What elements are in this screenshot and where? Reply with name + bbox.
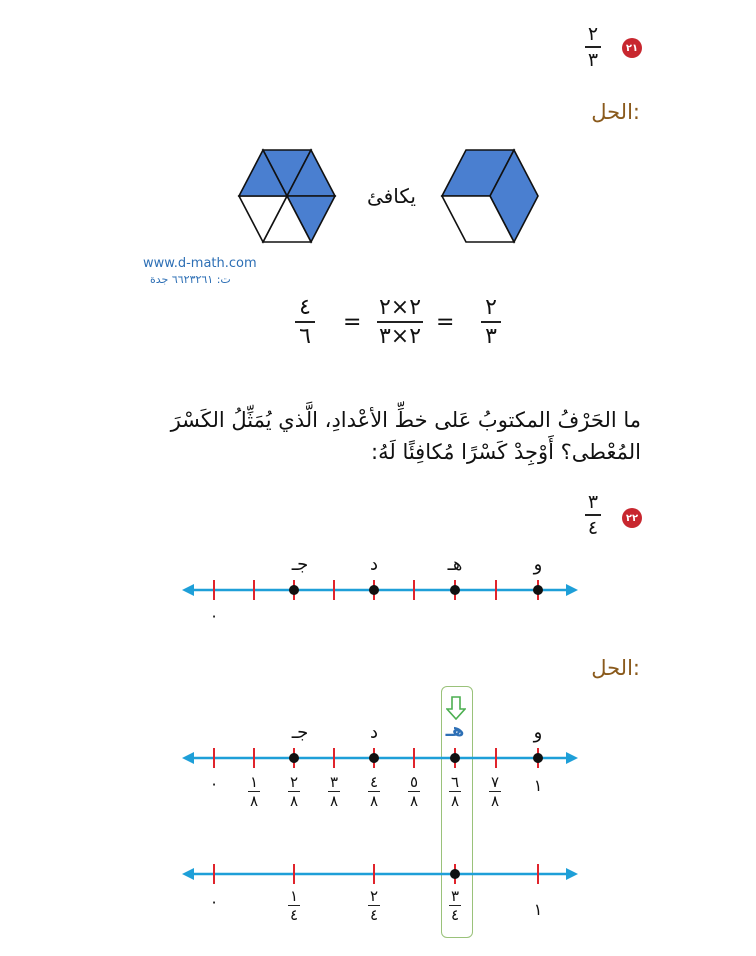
denominator: ٨	[369, 792, 379, 811]
problem-21-number-badge: ٢١	[622, 38, 642, 58]
numerator: ٥	[409, 773, 419, 791]
equals-sign-1: =	[343, 310, 362, 335]
tick-label-2-4	[361, 888, 387, 923]
equation-middle-fraction	[372, 296, 428, 348]
solution-heading-21: الحل:	[591, 100, 640, 124]
fraction-numerator: ٢	[587, 23, 599, 45]
letter-label-ha: هـ	[447, 554, 463, 575]
zero-label-1: ٠	[209, 606, 219, 625]
fraction-denominator: ٣	[587, 48, 599, 71]
numerator: ٤	[299, 295, 311, 320]
equation-result-fraction	[292, 296, 318, 348]
letter-label-jeem-2: جـ	[291, 722, 309, 743]
one-label-3: ١	[533, 900, 543, 919]
tick-label-3-4	[442, 888, 468, 923]
equals-sign-2: =	[436, 310, 455, 335]
one-label-2: ١	[533, 776, 543, 795]
numerator: ٢	[485, 295, 497, 320]
tick-label-2-8	[281, 774, 307, 809]
tick-label-7-8	[482, 774, 508, 809]
denominator: ٤	[369, 906, 379, 925]
denominator: ٨	[249, 792, 259, 811]
tick-label-1-4	[281, 888, 307, 923]
equivalent-word: يكافئ	[367, 184, 416, 208]
watermark-phone: ت: ٦٦٢٣٢٦١ جدة	[150, 273, 231, 286]
denominator: ٤	[289, 906, 299, 925]
fraction-numerator: ٣	[587, 491, 599, 513]
numerator: ٣	[329, 773, 339, 791]
left-hexagon-sixths	[239, 150, 335, 242]
numerator: ٤	[369, 773, 379, 791]
numerator: ١	[289, 887, 299, 905]
zero-label-3: ٠	[209, 892, 219, 911]
letter-label-dal-2: د	[369, 722, 378, 743]
denominator: ٦	[299, 323, 311, 349]
numerator: ٣	[450, 887, 460, 905]
problem-21-fraction	[580, 24, 606, 70]
tick-label-6-8	[442, 774, 468, 809]
numerator: ٦	[450, 773, 460, 791]
numerator: ٢	[289, 773, 299, 791]
fraction-denominator: ٤	[587, 516, 599, 539]
tick-label-3-8	[321, 774, 347, 809]
right-hexagon-thirds	[442, 150, 538, 242]
tick-label-4-8	[361, 774, 387, 809]
denominator: ٨	[409, 792, 419, 811]
tick-label-1-8	[241, 774, 267, 809]
number-line-eighths	[180, 742, 580, 776]
watermark-site: www.d-math.com	[143, 256, 257, 271]
numerator: ٢×٢	[378, 295, 422, 320]
number-line-question	[180, 574, 580, 608]
letter-label-jeem: جـ	[291, 554, 309, 575]
problem-22-fraction	[580, 492, 606, 538]
numerator: ٢	[369, 887, 379, 905]
letter-label-waw: و	[533, 554, 543, 575]
denominator: ٣	[485, 323, 497, 349]
question-text	[101, 404, 641, 468]
denominator: ٨	[490, 792, 500, 811]
denominator: ٨	[289, 792, 299, 811]
solution-heading-22: الحل:	[591, 656, 640, 680]
zero-label-2: ٠	[209, 774, 219, 793]
denominator: ٨	[450, 792, 460, 811]
denominator: ٢×٣	[378, 323, 422, 349]
numerator: ٧	[490, 773, 500, 791]
letter-label-dal: د	[369, 554, 378, 575]
number-line-quarters	[180, 858, 580, 892]
letter-label-waw-2: و	[533, 722, 543, 743]
down-arrow-icon	[446, 696, 466, 720]
denominator: ٤	[450, 906, 460, 925]
problem-22-number-badge: ٢٢	[622, 508, 642, 528]
question-line-1: ما الحَرْفُ المكتوبُ عَلى خطِّ الأعْدادِ، الَّذي يُمَثِّلُ الكَسْرَ	[170, 408, 641, 432]
denominator: ٨	[329, 792, 339, 811]
letter-label-ha-highlight: هـ	[445, 720, 465, 741]
numerator: ١	[249, 773, 259, 791]
equation-given-fraction	[478, 296, 504, 348]
tick-label-5-8	[401, 774, 427, 809]
question-line-2: المُعْطى؟ أَوْجِدْ كَسْرًا مُكافِئًا لَهُ:	[371, 440, 641, 464]
